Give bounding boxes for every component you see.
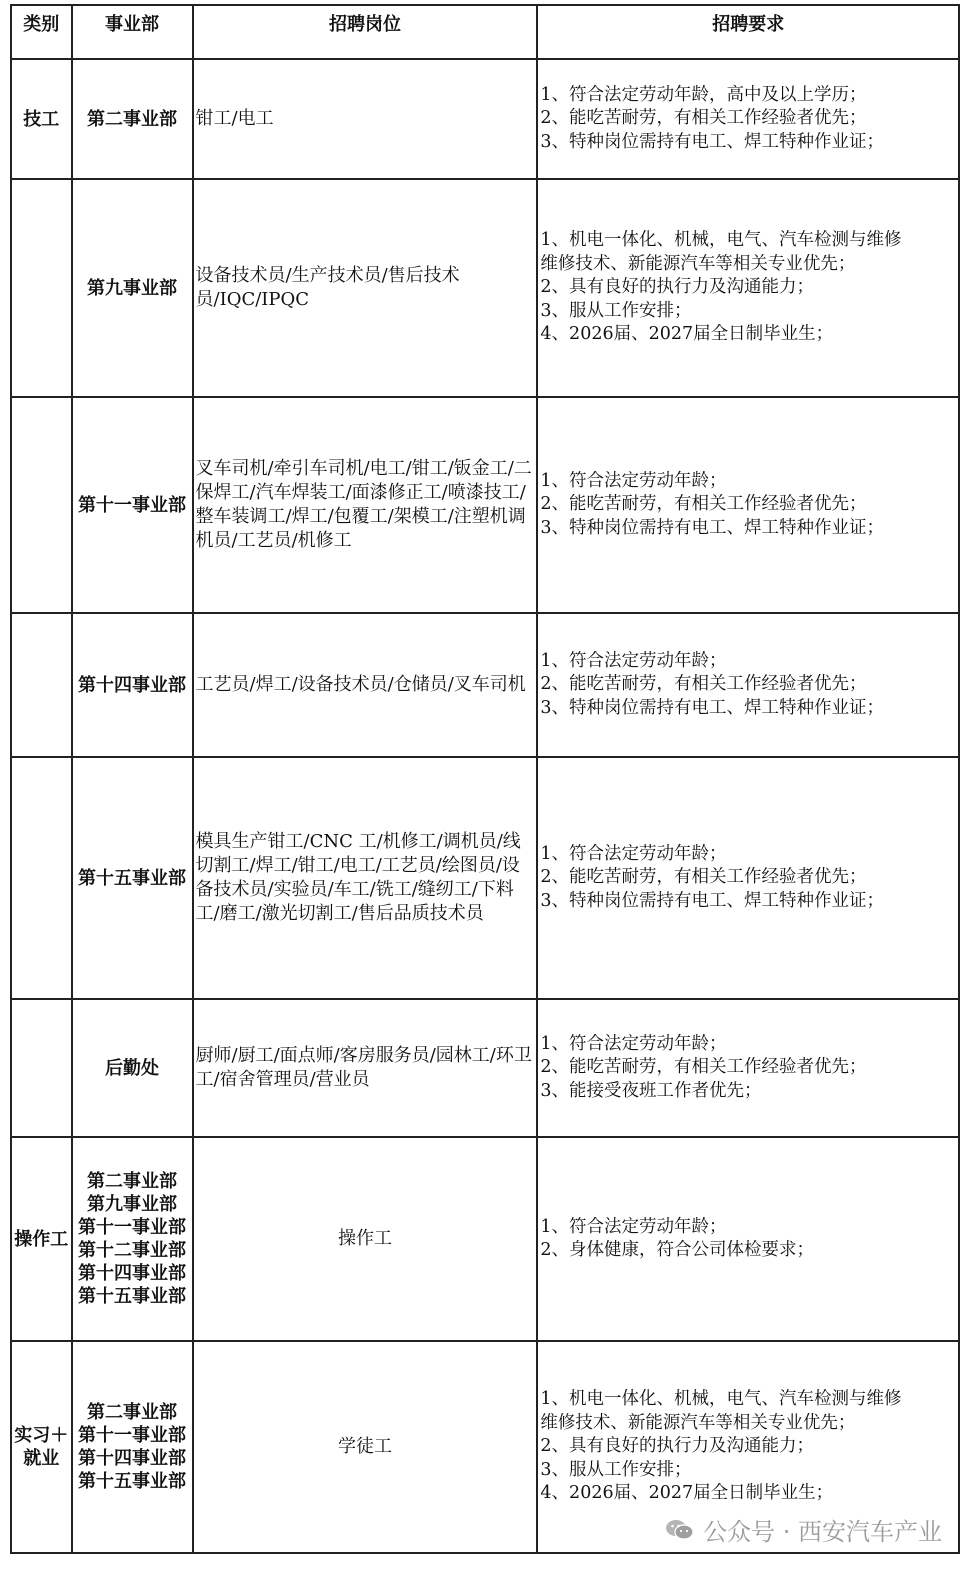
positions-cell: 叉车司机/牵引车司机/电工/钳工/钣金工/二保焊工/汽车焊装工/面漆修正工/喷漆技工/整车装调工/焊工/包覆工/架模工/注塑机调机员/工艺员/机修工 <box>193 397 538 613</box>
requirement-line: 2、身体健康，符合公司体检要求； <box>540 1240 815 1260</box>
department-name: 第二事业部 <box>87 1171 177 1192</box>
requirements-cell <box>537 757 959 999</box>
positions-cell: 设备技术员/生产技术员/售后技术员/IQC/IPQC <box>193 179 538 397</box>
requirement-line: 1、符合法定劳动年龄； <box>540 843 727 864</box>
category-label: 操作工 <box>14 1228 69 1250</box>
category-cell <box>11 999 72 1137</box>
header-row <box>11 5 959 59</box>
department-cell <box>72 1341 193 1553</box>
department-name: 第十四事业部 <box>78 1448 186 1469</box>
department-cell <box>72 1137 193 1341</box>
table-row <box>11 999 959 1137</box>
positions-cell: 操作工 <box>193 1137 538 1341</box>
requirement-line: 3、特种岗位需持有电工、焊工特种作业证； <box>540 697 885 718</box>
table-row <box>11 613 959 757</box>
department-name: 第十一事业部 <box>78 1425 186 1446</box>
header-category: 类别 <box>11 5 72 59</box>
requirement-line: 1、机电一体化、机械，电气、汽车检测与维修 <box>540 230 902 251</box>
requirements-cell <box>537 179 959 397</box>
category-cell <box>11 179 72 397</box>
department-name: 第十一事业部 <box>78 1217 186 1238</box>
requirement-line: 2、能吃苦耐劳，有相关工作经验者优先； <box>540 674 867 695</box>
department-name: 第十四事业部 <box>78 674 186 696</box>
requirement-line: 3、能接受夜班工作者优先； <box>540 1080 762 1101</box>
department-cell <box>72 999 193 1137</box>
wechat-icon <box>665 1518 695 1542</box>
requirement-line: 3、特种岗位需持有电工、焊工特种作业证； <box>540 517 885 538</box>
department-cell <box>72 179 193 397</box>
category-cell <box>11 613 72 757</box>
positions-cell: 钳工/电工 <box>193 59 538 179</box>
positions-cell: 厨师/厨工/面点师/客房服务员/园林工/环卫工/宿舍管理员/营业员 <box>193 999 538 1137</box>
department-name: 第十五事业部 <box>78 1286 186 1307</box>
requirement-line: 4、2026届、2027届全日制毕业生； <box>540 324 834 345</box>
header-department: 事业部 <box>72 5 193 59</box>
requirements-cell <box>537 613 959 757</box>
requirement-line: 1、机电一体化、机械，电气、汽车检测与维修 <box>540 1389 902 1410</box>
table-row <box>11 1137 959 1341</box>
requirement-line: 2、能吃苦耐劳，有相关工作经验者优先； <box>540 1057 867 1078</box>
department-name: 第二事业部 <box>87 1402 177 1423</box>
department-cell <box>72 397 193 613</box>
requirements-cell <box>537 1137 959 1341</box>
table-row <box>11 757 959 999</box>
requirement-line: 1、符合法定劳动年龄； <box>540 1033 727 1054</box>
requirement-line: 维修技术、新能源汽车等相关专业优先； <box>540 253 856 274</box>
positions-cell: 学徒工 <box>193 1341 538 1553</box>
requirements-cell <box>537 59 959 179</box>
category-label: 实习＋就业 <box>14 1425 69 1469</box>
requirement-line: 3、特种岗位需持有电工、焊工特种作业证； <box>540 131 885 152</box>
watermark <box>665 1512 942 1547</box>
department-name: 后勤处 <box>105 1057 159 1079</box>
requirement-line: 4、2026届、2027届全日制毕业生； <box>540 1483 834 1504</box>
header-positions: 招聘岗位 <box>193 5 538 59</box>
department-name: 第十五事业部 <box>78 1471 186 1492</box>
department-cell <box>72 59 193 179</box>
category-cell <box>11 1341 72 1553</box>
requirement-line: 3、服从工作安排； <box>540 1459 692 1480</box>
requirement-line: 1、符合法定劳动年龄，高中及以上学历； <box>540 84 867 105</box>
requirement-line: 2、能吃苦耐劳，有相关工作经验者优先； <box>540 108 867 129</box>
department-name: 第十四事业部 <box>78 1263 186 1284</box>
requirement-line: 2、具有良好的执行力及沟通能力； <box>540 277 815 298</box>
requirement-line: 1、符合法定劳动年龄； <box>540 650 727 671</box>
requirement-line: 3、特种岗位需持有电工、焊工特种作业证； <box>540 890 885 911</box>
category-cell <box>11 1137 72 1341</box>
requirement-line: 1、符合法定劳动年龄； <box>540 470 727 491</box>
category-label: 技工 <box>23 108 60 130</box>
department-name: 第二事业部 <box>87 108 177 130</box>
watermark-text: 公众号 · 西安汽车产业 <box>703 1518 942 1546</box>
department-cell <box>72 757 193 999</box>
category-cell <box>11 59 72 179</box>
department-name: 第十一事业部 <box>78 494 186 516</box>
category-cell <box>11 397 72 613</box>
requirement-line: 2、能吃苦耐劳，有相关工作经验者优先； <box>540 494 867 515</box>
requirement-line: 1、符合法定劳动年龄； <box>540 1216 727 1237</box>
department-name: 第十二事业部 <box>78 1240 186 1261</box>
requirement-line: 2、具有良好的执行力及沟通能力； <box>540 1436 815 1457</box>
header-requirements: 招聘要求 <box>537 5 959 59</box>
department-cell <box>72 613 193 757</box>
table-row <box>11 397 959 613</box>
recruitment-table <box>10 4 960 1554</box>
category-cell <box>11 757 72 999</box>
requirements-cell <box>537 397 959 613</box>
requirement-line: 3、服从工作安排； <box>540 300 692 321</box>
requirement-line: 2、能吃苦耐劳，有相关工作经验者优先； <box>540 867 867 888</box>
department-name: 第九事业部 <box>87 1194 177 1215</box>
positions-cell: 工艺员/焊工/设备技术员/仓储员/叉车司机 <box>193 613 538 757</box>
department-name: 第十五事业部 <box>78 867 186 889</box>
positions-cell: 模具生产钳工/CNC 工/机修工/调机员/线切割工/焊工/钳工/电工/工艺员/绘图员/设备技术员/实验员/车工/铣工/缝纫工/下料工/磨工/激光切割工/售后品质技术员 <box>193 757 538 999</box>
table-row <box>11 59 959 179</box>
requirement-line: 维修技术、新能源汽车等相关专业优先； <box>540 1412 856 1433</box>
requirements-cell <box>537 999 959 1137</box>
department-name: 第九事业部 <box>87 277 177 299</box>
table-row <box>11 179 959 397</box>
